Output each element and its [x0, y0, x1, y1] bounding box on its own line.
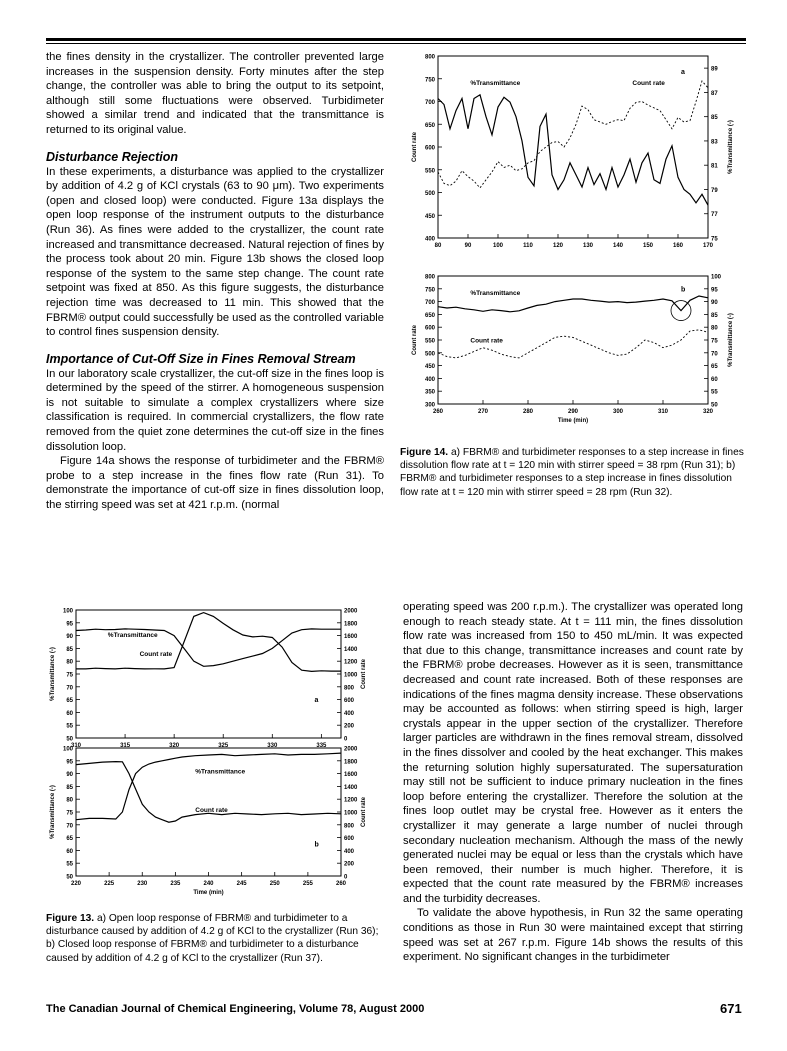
- right-tick-label: 80: [711, 325, 718, 332]
- left-tick-label: 70: [66, 823, 73, 830]
- top-rule-thin: [46, 43, 746, 44]
- right-tick-label: 0: [344, 736, 348, 743]
- x-tick-label: 225: [104, 881, 115, 887]
- series-label: Count rate: [470, 337, 503, 345]
- right-tick-label: 95: [711, 287, 718, 294]
- x-tick-label: 290: [567, 409, 579, 415]
- y-left-axis-label: Count rate: [412, 132, 418, 162]
- left-tick-label: 95: [66, 759, 73, 766]
- x-tick-label: 310: [70, 743, 82, 749]
- left-tick-label: 70: [66, 685, 73, 692]
- right-tick-label: 90: [711, 300, 718, 307]
- left-tick-label: 650: [424, 312, 435, 319]
- right-tick-label: 400: [344, 710, 355, 717]
- left-tick-label: 60: [66, 710, 73, 717]
- left-tick-label: 90: [66, 634, 73, 641]
- series-line-transmittance: [438, 95, 708, 205]
- series-line-countrate: [438, 81, 708, 188]
- x-tick-label: 270: [477, 409, 489, 415]
- paragraph: To validate the above hypothesis, in Run 32 the same operating conditions as those in Run 30 were maintained except that stirring speed was set at 267 r.p.m. Figure 14b shows the results of this experiment. No significant changes in the turbidimeter: [403, 907, 743, 964]
- left-tick-label: 55: [66, 861, 73, 868]
- right-tick-label: 87: [711, 90, 718, 97]
- left-tick-label: 550: [424, 338, 435, 345]
- left-tick-label: 400: [424, 236, 435, 243]
- left-tick-label: 85: [66, 784, 73, 791]
- right-tick-label: 77: [711, 212, 718, 219]
- left-tick-label: 800: [424, 274, 435, 281]
- right-tick-label: 75: [711, 236, 718, 243]
- right-tick-label: 100: [711, 274, 722, 281]
- x-tick-label: 160: [672, 243, 684, 249]
- right-tick-label: 1200: [344, 797, 358, 804]
- caption-label: Figure 14.: [400, 447, 449, 458]
- y-right-axis-label: %Transmittance (-): [728, 120, 734, 174]
- left-tick-label: 100: [62, 746, 73, 753]
- series-label: %Transmittance: [195, 768, 246, 776]
- y-left-axis-label: %Transmittance (-): [50, 647, 56, 701]
- left-column-text: [46, 50, 384, 513]
- series-label: %Transmittance: [107, 631, 158, 639]
- right-tick-label: 1000: [344, 810, 358, 817]
- paragraph: Figure 14a shows the response of turbidimeter and the FBRM® probe to a step increase in the fines flow rate (Run 31). To demonstrate the importance of cut-off size in fines dissolution loop, the stirring speed was set at 421 r.p.m. (normal: [46, 455, 384, 512]
- left-tick-label: 50: [66, 736, 73, 743]
- figure-13b-panel: [50, 747, 367, 897]
- journal-footer: The Canadian Journal of Chemical Engineering, Volume 78, August 2000: [46, 1003, 425, 1015]
- panel-label: b: [314, 841, 319, 849]
- panel-label: a: [681, 69, 685, 77]
- x-tick-label: 140: [612, 243, 624, 249]
- left-tick-label: 80: [66, 797, 73, 804]
- x-tick-label: 320: [702, 409, 714, 415]
- series-label: Count rate: [195, 807, 228, 814]
- x-tick-label: 90: [464, 243, 472, 249]
- right-tick-label: 85: [711, 312, 718, 319]
- left-tick-label: 75: [66, 672, 73, 679]
- left-tick-label: 500: [424, 351, 435, 358]
- right-tick-label: 800: [344, 685, 355, 692]
- right-tick-label: 200: [344, 723, 355, 730]
- x-tick-label: 220: [70, 881, 82, 887]
- right-tick-label: 50: [711, 402, 718, 409]
- caption-text: a) FBRM® and turbidimeter responses to a step increase in fines dissolution flow rate at t = 120 min with stirrer speed = 38 rpm (Run 31); b) FBRM® and turbidimeter responses to a step increase in fines dissolution flow rate at t = 120 min with stirrer speed = 28 rpm (Run 32).: [400, 447, 744, 498]
- panel-label: b: [681, 286, 686, 294]
- series-label: Count rate: [632, 80, 665, 88]
- x-tick-label: 80: [434, 243, 442, 249]
- series-line-countrate: [76, 613, 341, 672]
- x-tick-label: 250: [269, 881, 280, 887]
- x-tick-label: 280: [522, 409, 534, 415]
- x-tick-label: 230: [137, 881, 148, 887]
- series-label: Count rate: [139, 651, 173, 659]
- right-tick-label: 1800: [344, 759, 358, 766]
- right-tick-label: 70: [711, 351, 718, 358]
- left-tick-label: 65: [66, 836, 73, 843]
- right-tick-label: 800: [344, 823, 355, 830]
- right-tick-label: 75: [711, 338, 718, 345]
- right-tick-label: 1000: [344, 672, 358, 679]
- x-tick-label: 100: [492, 243, 504, 249]
- x-tick-label: 300: [612, 409, 624, 415]
- caption-label: Figure 13.: [46, 913, 95, 924]
- left-tick-label: 500: [424, 191, 435, 197]
- right-tick-label: 0: [344, 874, 348, 881]
- paragraph: In these experiments, a disturbance was applied to the crystallizer by addition of 4.2 g of KCl crystals (63 to 90 μm). Two experiments (open and closed loop) were conducted. Figure 13a displays the open loop response of the instrument outputs to the disturbance (Run 36). As fines were added to the crystallizer, the count rate increased and transmittance decreased. Natural rejection of fines by the process took about 20 min. Figure 13b shows the closed loop response of the system to the same step change. The count rate setpoint was fixed at 850. As this figure suggests, the disturbance rejection time was decreased to 11 min. This showed that the FBRM® output could successfully be used as the controlled variable to control fines suspension density.: [46, 165, 384, 339]
- caption-text: a) Open loop response of FBRM® and turbidimeter to a disturbance caused by addition of 4.2 g of KCl to the crystallizer (Run 36); b) Closed loop response of FBRM® and turbidimeter to a disturbance caused by addition of 4.2 g of KCl to the crystallizer (Run 37).: [46, 913, 379, 964]
- x-tick-label: 150: [642, 243, 654, 249]
- right-tick-label: 1800: [344, 621, 358, 628]
- figure-14: [400, 48, 750, 438]
- x-tick-label: 260: [432, 409, 444, 415]
- figure-13: [46, 600, 386, 910]
- y-right-axis-label: %Transmittance (-): [728, 313, 734, 367]
- series-line-transmittance: [438, 296, 708, 312]
- left-tick-label: 750: [424, 287, 435, 294]
- right-tick-label: 89: [711, 66, 718, 73]
- right-tick-label: 60: [711, 376, 718, 383]
- x-axis-label: Time (min): [193, 890, 224, 896]
- y-right-axis-label: Count rate: [361, 797, 367, 827]
- right-tick-label: 400: [344, 848, 355, 855]
- left-tick-label: 95: [66, 621, 73, 628]
- top-rule: [46, 38, 746, 41]
- left-tick-label: 700: [424, 100, 435, 106]
- right-tick-label: 2000: [344, 746, 358, 753]
- left-tick-label: 55: [66, 723, 73, 730]
- figure-13a-panel: [50, 609, 367, 750]
- x-tick-label: 335: [316, 743, 327, 749]
- left-tick-label: 550: [424, 168, 435, 175]
- left-tick-label: 750: [424, 77, 435, 84]
- right-tick-label: 1600: [344, 772, 358, 779]
- right-tick-label: 83: [711, 139, 718, 146]
- x-tick-label: 255: [302, 881, 313, 887]
- left-tick-label: 800: [424, 54, 435, 61]
- x-axis-label: Time (min): [557, 418, 589, 424]
- left-tick-label: 650: [424, 122, 435, 129]
- series-label: %Transmittance: [470, 290, 521, 298]
- right-column-text: [403, 600, 743, 965]
- series-label: %Transmittance: [470, 80, 521, 88]
- left-tick-label: 65: [66, 698, 73, 705]
- y-right-axis-label: Count rate: [361, 659, 367, 689]
- x-tick-label: 240: [203, 881, 214, 887]
- left-tick-label: 90: [66, 772, 73, 779]
- paragraph: In our laboratory scale crystallizer, the cut-off size in the fines loop is determined by the speed of the stirrer. A homogeneous suspension is not suitable to simulate a complex crystallizers where size classification is required. In commercial crystallizers, the flow rate removed from the quiet zone determines the cut-off size in the fines dissolution loop.: [46, 367, 384, 453]
- right-tick-label: 2000: [344, 608, 358, 615]
- left-tick-label: 50: [66, 874, 73, 881]
- x-tick-label: 110: [523, 243, 533, 249]
- left-tick-label: 80: [66, 659, 73, 666]
- right-tick-label: 81: [711, 163, 718, 170]
- paragraph: the fines density in the crystallizer. The controller prevented large increases in the suspension density. Forty minutes after the step change, the controller was able to bring the output to its setpoint, although still some fluctuations were observed. Turbidimeter showed a similar trend and indicated that the transmittance is returned to its original value.: [46, 51, 384, 136]
- x-tick-label: 260: [335, 881, 347, 887]
- left-tick-label: 300: [424, 402, 435, 409]
- left-tick-label: 60: [66, 848, 73, 855]
- x-tick-label: 330: [267, 743, 278, 749]
- left-tick-label: 100: [62, 608, 73, 615]
- right-tick-label: 55: [711, 389, 718, 396]
- figure-14a-panel: [412, 55, 734, 250]
- left-tick-label: 600: [424, 145, 435, 152]
- panel-label: a: [314, 697, 319, 705]
- x-tick-label: 120: [552, 243, 564, 249]
- right-tick-label: 79: [711, 187, 718, 194]
- x-tick-label: 170: [702, 243, 714, 249]
- left-tick-label: 700: [424, 300, 435, 307]
- left-tick-label: 75: [66, 810, 73, 817]
- x-tick-label: 235: [170, 881, 181, 887]
- figure-14-caption: [400, 446, 745, 499]
- section-heading: Disturbance Rejection: [46, 149, 178, 164]
- figure-13-caption: [46, 912, 381, 965]
- y-left-axis-label: Count rate: [412, 325, 418, 355]
- left-tick-label: 85: [66, 646, 73, 653]
- right-tick-label: 600: [344, 836, 355, 843]
- right-tick-label: 65: [711, 364, 718, 371]
- right-tick-label: 85: [711, 115, 718, 122]
- left-tick-label: 600: [424, 325, 435, 332]
- left-tick-label: 450: [424, 364, 435, 371]
- paragraph: operating speed was 200 r.p.m.). The crystallizer was operated long enough to reach steady state. At t = 111 min, the fines dissolution flow rate was increased from 150 to 450 mL/min. It was expected that due to this change, transmittance increases and count rate by the FBRM® probe decreases. However as it is seen, transmittance decreased and count rate increased. Both of these responses are indications of the fines magma density increase. These observations may be accounted as follows: when stirring speed is high, larger crystals appear in the upper section of the crystallizer. Therefore larger particles are withdrawn in the fines removal stream, dissolved in the fines dissolver and cooled by the heat exchanger. This makes the returning solution highly supersaturated. The supersaturation may still not be sufficient to induce primary nucleation in the fines loop before entering the crystallizer. Therefore the solution at the fines loop outlet may be crystal free. However as it enters the crystallizer it may generate a large number of nuclei through secondary nucleation mechanism. Although the mass of the newly generated nuclei may be equal or less than the crystals which have been removed, their number is much higher. Therefore, it is expected that the count rate measured by the FBRM® increases and the turbidity decreases.: [403, 601, 743, 905]
- right-tick-label: 1400: [344, 646, 358, 653]
- left-tick-label: 400: [424, 376, 435, 383]
- right-tick-label: 1600: [344, 634, 358, 641]
- left-tick-label: 450: [424, 213, 435, 220]
- section-heading: Importance of Cut-Off Size in Fines Removal Stream: [46, 351, 356, 366]
- right-tick-label: 600: [344, 698, 355, 705]
- x-tick-label: 245: [236, 881, 247, 887]
- x-tick-label: 320: [169, 743, 180, 749]
- right-tick-label: 1400: [344, 784, 358, 791]
- x-tick-label: 130: [582, 243, 594, 249]
- x-tick-label: 310: [657, 409, 669, 415]
- x-tick-label: 325: [218, 743, 229, 749]
- right-tick-label: 1200: [344, 659, 358, 666]
- x-tick-label: 315: [120, 743, 131, 749]
- right-tick-label: 200: [344, 861, 355, 868]
- figure-14b-panel: [412, 275, 734, 425]
- y-left-axis-label: %Transmittance (-): [50, 785, 56, 839]
- left-tick-label: 350: [424, 389, 435, 396]
- page-number: 671: [720, 1001, 742, 1016]
